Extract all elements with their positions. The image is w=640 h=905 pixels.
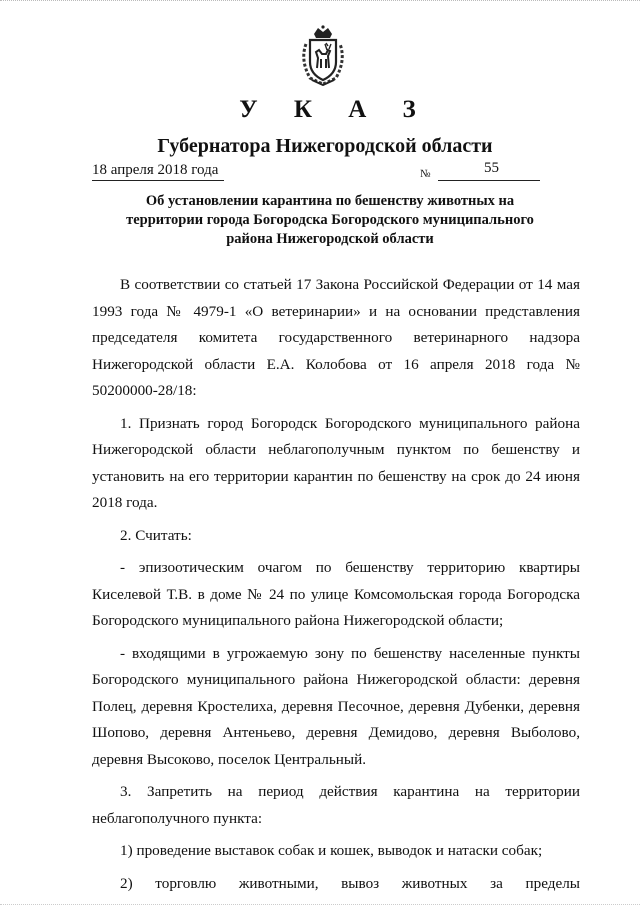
paragraph-item-2: 2. Считать: <box>120 526 192 544</box>
scan-bottom-edge <box>0 898 640 905</box>
coat-of-arms-icon <box>292 24 354 86</box>
paragraph-item-1: 1. Признать город Богородск Богородского муниципального района Нижегородской области неблагополучным пунктом по бешенству и установить на его территории карантин по бешенству на срок до 24 июня 2018 года. <box>92 414 580 511</box>
document-number: 55 <box>484 160 499 176</box>
document-type-title: У К А З <box>239 96 431 123</box>
paragraph-item-3-1: 1) проведение выставок собак и кошек, выводок и натаски собак; <box>120 842 543 859</box>
number-label: № <box>420 168 431 180</box>
document-subject: Об установлении карантина по бешенству животных на территории города Богородска Богородского муниципального района Нижегородской области <box>126 193 534 247</box>
scan-top-edge <box>0 0 640 4</box>
number-underline <box>438 180 540 181</box>
date-underline <box>92 180 224 181</box>
paragraph-item-2-focus: - эпизоотическим очагом по бешенству территорию квартиры Киселевой Т.В. в доме № 24 по улице Комсомольская города Богородска Богородского муниципального района Нижегородской области; <box>92 559 580 629</box>
paragraph-preamble: В соответствии со статьей 17 Закона Российской Федерации от 14 мая 1993 года № 4979-1 «О ветеринарии» и на основании представления председателя комитета государственного ветеринарного надзора Нижегородской области Е.А. Колобова от 16 апреля 2018 года № 50200000-28/18: <box>92 276 580 399</box>
document-date: 18 апреля 2018 года <box>92 162 219 178</box>
issuer-title: Губернатора Нижегородской области <box>157 135 493 157</box>
paragraph-item-3: 3. Запретить на период действия карантина на территории неблагополучного пункта: <box>92 783 580 827</box>
paragraph-item-3-2: 2) торговлю животными, вывоз животных за пределы <box>120 874 580 892</box>
paragraph-item-2-zone: - входящими в угрожаемую зону по бешенству населенные пункты Богородского муниципального района Нижегородской области: деревня Полец, деревня Кростелиха, деревня Песочное, деревня Дубенки, деревня Шопово, деревня Антеньево, деревня Демидово, деревня Выболово, деревня Высоково, поселок Центральный. <box>92 644 580 768</box>
document-body <box>92 272 580 897</box>
